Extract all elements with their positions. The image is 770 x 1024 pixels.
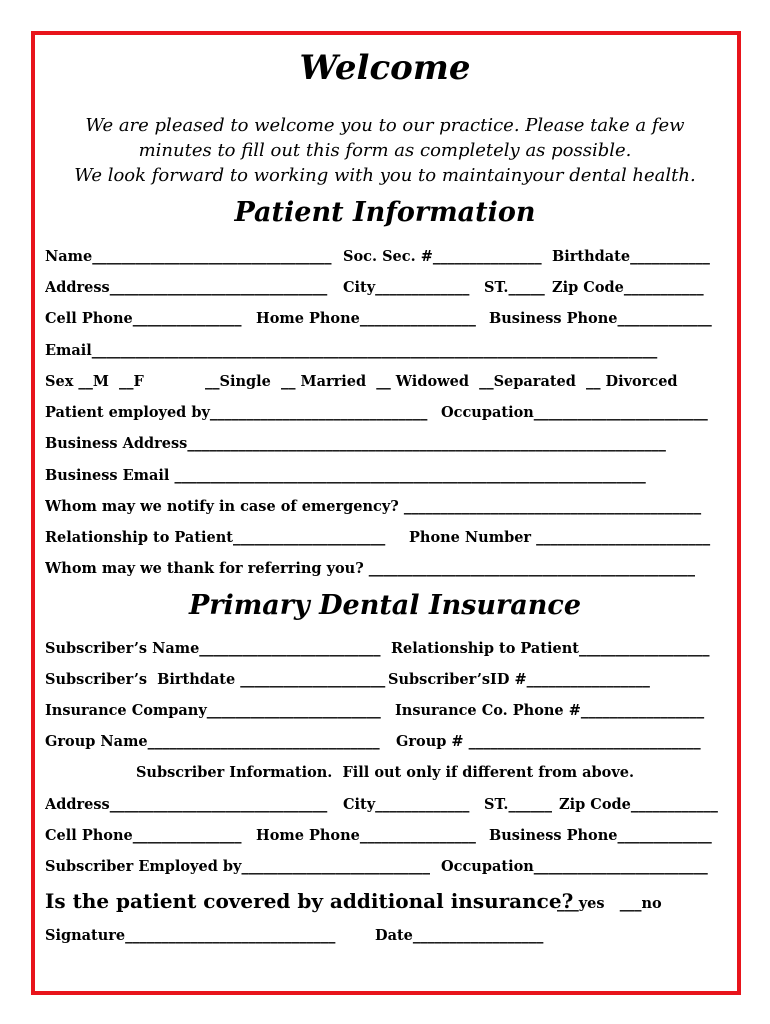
birthdate-field[interactable]: Birthdate___________	[552, 248, 710, 265]
relationship-row	[45, 528, 725, 548]
subscriber-birthdate-field[interactable]: Subscriber’s Birthdate ____________________	[45, 671, 386, 688]
ssn-field[interactable]: Soc. Sec. #_______________	[343, 248, 542, 265]
subscriber-city-field[interactable]: City_____________	[343, 796, 470, 813]
business-address-field[interactable]: Business Address__________________________________________________________________	[45, 435, 666, 452]
additional-insurance-options[interactable]: ___yes ___no	[557, 895, 662, 912]
subscriber-birthdate-row	[45, 670, 725, 690]
company-row	[45, 701, 725, 721]
subscriber-name-field[interactable]: Subscriber’s Name_________________________	[45, 640, 381, 657]
subscriber-zip-field[interactable]: Zip Code____________	[559, 796, 718, 813]
name-field[interactable]: Name_________________________________	[45, 248, 332, 265]
email-field[interactable]: Email______________________________________________________________________________	[45, 342, 658, 359]
subscriber-cell-field[interactable]: Cell Phone_______________	[45, 827, 242, 844]
phone-number-field[interactable]: Phone Number ________________________	[409, 529, 711, 546]
subscriber-phone-row	[45, 826, 725, 846]
business-phone-field[interactable]: Business Phone_____________	[489, 310, 712, 327]
insurance-company-field[interactable]: Insurance Company________________________	[45, 702, 381, 719]
name-row	[45, 247, 725, 267]
subscriber-address-field[interactable]: Address______________________________	[45, 796, 328, 813]
intro-text	[0, 113, 770, 188]
zip-field[interactable]: Zip Code___________	[552, 279, 704, 296]
business-email-field[interactable]: Business Email _________________________________________________________________	[45, 467, 646, 484]
business-email-row	[45, 466, 725, 486]
intro-line-3: We look forward to working with you to maintainyour dental health.	[74, 165, 696, 186]
intro-line-1: We are pleased to welcome you to our practice. Please take a few	[85, 115, 685, 136]
subscriber-employer-field[interactable]: Subscriber Employed by__________________________	[45, 858, 430, 875]
patient-info-heading: Patient Information	[234, 197, 536, 228]
additional-insurance-question: Is the patient covered by additional insurance?	[45, 889, 574, 913]
subscriber-address-row	[45, 795, 725, 815]
business-address-row	[45, 434, 725, 454]
sex-options[interactable]: Sex __M __F	[45, 373, 144, 390]
signature-row	[45, 926, 725, 946]
relationship-field[interactable]: Relationship to Patient_____________________	[45, 529, 386, 546]
subscriber-state-field[interactable]: ST.______	[484, 796, 552, 813]
date-field[interactable]: Date__________________	[375, 927, 544, 944]
subscriber-row	[45, 639, 725, 659]
welcome-title: Welcome	[299, 48, 471, 88]
state-field[interactable]: ST._____	[484, 279, 545, 296]
subscriber-occupation-field[interactable]: Occupation________________________	[441, 858, 708, 875]
signature-field[interactable]: Signature_____________________________	[45, 927, 336, 944]
employer-field[interactable]: Patient employed by______________________________	[45, 404, 428, 421]
group-name-field[interactable]: Group Name________________________________	[45, 733, 380, 750]
group-number-field[interactable]: Group # ________________________________	[396, 733, 701, 750]
subscriber-id-field[interactable]: Subscriber’sID #_________________	[388, 671, 650, 688]
subscriber-home-field[interactable]: Home Phone________________	[256, 827, 476, 844]
subscriber-relationship-field[interactable]: Relationship to Patient__________________	[391, 640, 710, 657]
emergency-row	[45, 497, 725, 517]
emergency-contact-field[interactable]: Whom may we notify in case of emergency? _________________________________________	[45, 498, 702, 515]
home-phone-field[interactable]: Home Phone________________	[256, 310, 476, 327]
address-field[interactable]: Address______________________________	[45, 279, 328, 296]
insurance-heading: Primary Dental Insurance	[188, 590, 582, 621]
insurance-phone-field[interactable]: Insurance Co. Phone #_________________	[395, 702, 705, 719]
occupation-field[interactable]: Occupation________________________	[441, 404, 708, 421]
intro-line-2: minutes to fill out this form as completely as possible.	[138, 140, 632, 161]
employment-row	[45, 403, 725, 423]
referral-row	[45, 559, 725, 579]
address-row	[45, 278, 725, 298]
subscriber-business-field[interactable]: Business Phone_____________	[489, 827, 712, 844]
cell-phone-field[interactable]: Cell Phone_______________	[45, 310, 242, 327]
marital-status-options[interactable]: __Single __ Married __ Widowed __Separated __ Divorced	[205, 373, 678, 390]
phone-row	[45, 309, 725, 329]
email-row	[45, 341, 725, 361]
referral-field[interactable]: Whom may we thank for referring you? _____________________________________________	[45, 560, 696, 577]
sex-marital-row	[45, 372, 725, 392]
subscriber-note: Subscriber Information. Fill out only if different from above.	[135, 764, 635, 781]
group-row	[45, 732, 725, 752]
city-field[interactable]: City_____________	[343, 279, 470, 296]
subscriber-employment-row	[45, 857, 725, 877]
